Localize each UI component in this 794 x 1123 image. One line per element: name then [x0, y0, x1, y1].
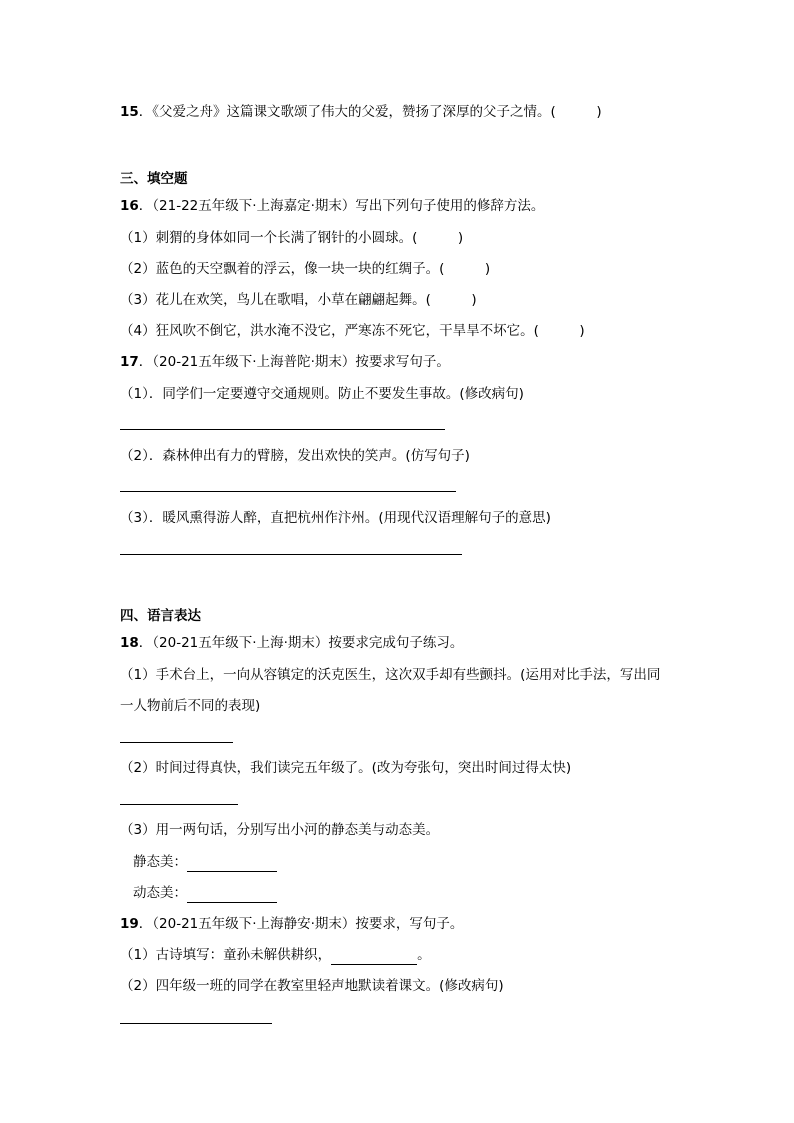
question-number: 18	[120, 635, 139, 651]
dynamic-beauty-row	[133, 883, 277, 903]
static-beauty-row	[133, 852, 277, 872]
q18-item-1-line-1: （1）手术台上，一向从容镇定的沃克医生，这次双手却有些颤抖。(运用对比手法，写出同	[120, 667, 661, 683]
q18-item-3: （3）用一两句话，分别写出小河的静态美与动态美。	[120, 822, 440, 838]
static-beauty-blank[interactable]	[187, 857, 277, 872]
answer-line[interactable]	[120, 491, 456, 492]
q18-item-1-line-2: 一人物前后不同的表现)	[120, 698, 261, 714]
q19-item-1	[120, 945, 431, 965]
answer-line[interactable]	[120, 742, 233, 743]
question-19	[120, 914, 463, 934]
answer-line[interactable]	[120, 1023, 272, 1024]
poem-blank[interactable]	[331, 950, 417, 965]
q19-item-2: （2）四年级一班的同学在教室里轻声地默读着课文。(修改病句)	[120, 978, 504, 994]
question-text: ．《父爱之舟》这篇课文歌颂了伟大的父爱，赞扬了深厚的父子之情。( )	[138, 104, 602, 120]
question-text: ．（20-21五年级下·上海静安·期末）按要求，写句子。	[138, 916, 464, 932]
question-number: 17	[120, 354, 139, 370]
answer-line[interactable]	[120, 554, 462, 555]
question-17	[120, 352, 450, 372]
section-title-fill-blank: 三、填空题	[120, 171, 188, 187]
question-number: 19	[120, 916, 139, 932]
q17-item-2: （2）．森林伸出有力的臂膀，发出欢快的笑声。(仿写句子)	[120, 448, 470, 464]
question-15	[120, 102, 602, 122]
question-18	[120, 633, 463, 653]
q16-item-3: （3）花儿在欢笑，鸟儿在歌唱，小草在翩翩起舞。( )	[120, 292, 477, 308]
dynamic-beauty-label: 动态美：	[133, 885, 187, 901]
q17-item-1: （1）．同学们一定要遵守交通规则。防止不要发生事故。(修改病句)	[120, 386, 524, 402]
q18-item-2: （2）时间过得真快，我们读完五年级了。(改为夸张句，突出时间过得太快)	[120, 760, 572, 776]
static-beauty-label: 静态美：	[133, 854, 187, 870]
q16-item-2: （2）蓝色的天空飘着的浮云，像一块一块的红绸子。( )	[120, 261, 491, 277]
poem-prefix: （1）古诗填写：童孙未解供耕织，	[120, 947, 332, 963]
question-number: 15	[120, 104, 139, 120]
q16-item-4: （4）狂风吹不倒它，洪水淹不没它，严寒冻不死它，干旱旱不坏它。( )	[120, 323, 585, 339]
question-16	[120, 196, 544, 216]
question-text: ．（21-22五年级下·上海嘉定·期末）写出下列句子使用的修辞方法。	[138, 198, 545, 214]
poem-suffix: 。	[417, 947, 431, 963]
question-number: 16	[120, 198, 139, 214]
q17-item-3: （3）．暖风熏得游人醉，直把杭州作汴州。(用现代汉语理解句子的意思)	[120, 510, 551, 526]
question-text: ．（20-21五年级下·上海·期末）按要求完成句子练习。	[138, 635, 464, 651]
answer-line[interactable]	[120, 804, 238, 805]
answer-line[interactable]	[120, 429, 445, 430]
q16-item-1: （1）刺猬的身体如同一个长满了钢针的小圆球。( )	[120, 230, 464, 246]
question-text: ．（20-21五年级下·上海普陀·期末）按要求写句子。	[138, 354, 450, 370]
section-title-language-expression: 四、语言表达	[120, 608, 201, 624]
dynamic-beauty-blank[interactable]	[187, 888, 277, 903]
